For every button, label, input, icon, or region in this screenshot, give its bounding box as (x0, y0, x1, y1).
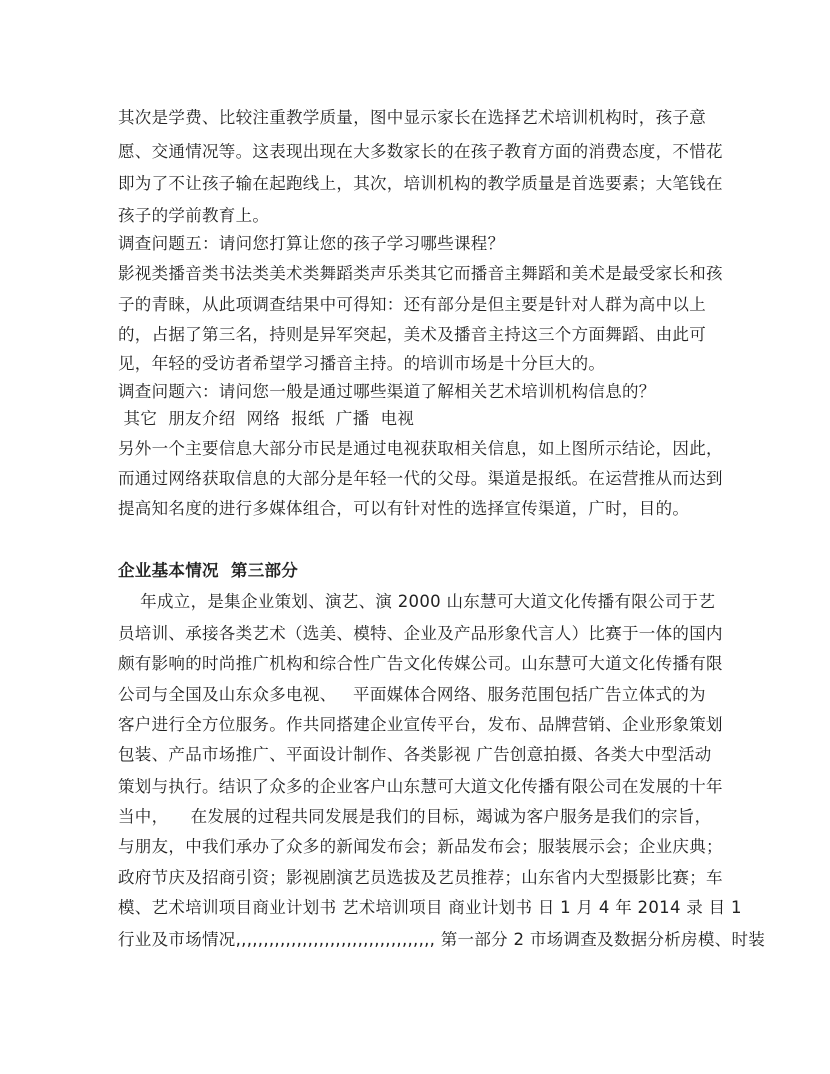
text-line: 当中， 在发展的过程共同发展是我们的目标，竭诚为客户服务是我们的宗旨， (118, 807, 712, 826)
section-heading: 企业基本情况 第三部分 (118, 561, 299, 580)
text-line: 策划与执行。结识了众多的企业客户山东慧可大道文化传播有限公司在发展的十年 (118, 777, 723, 796)
text-line: 子的青睐，从此项调查结果中可得知：还有部分是但主要是针对人群为高中以上 (118, 295, 706, 314)
text-line: 与朋友，中我们承办了众多的新闻发布会；新品发布会；服装展示会；企业庆典； (118, 837, 723, 856)
text-line: 模、艺术培训项目商业计划书 艺术培训项目 商业计划书 日 1 月 4 年 2014 录 目 1 (118, 898, 742, 917)
text-line: 包装、产品市场推广、平面设计制作、各类影视 广告创意拍摄、各类大中型活动 (118, 745, 712, 764)
text-line: 的，占据了第三名，持则是异军突起，美术及播音主持这三个方面舞蹈、由此可 (118, 325, 706, 344)
text-line: 愿、交通情况等。这表现出现在大多数家长的在孩子教育方面的消费态度，不惜花 (118, 142, 723, 161)
text-line: 提高知名度的进行多媒体组合，可以有针对性的选择宣传渠道，广时，目的。 (118, 499, 690, 518)
channels-line: 其它 朋友介绍 网络 报纸 广播 电视 (118, 409, 415, 428)
question-five: 调查问题五：请问您打算让您的孩子学习哪些课程？ (118, 234, 505, 253)
text-line: 即为了不让孩子输在起跑线上，其次，培训机构的教学质量是首选要素；大笔钱在 (118, 174, 723, 193)
text-line: 行业及市场情况,,,,,,,,,,,,,,,,,,,,,,,,,,,,,,,,,,,, 第一部分 2 市场调查及数据分析房模、时装 (118, 930, 766, 949)
question-six: 调查问题六：请问您一般是通过哪些渠道了解相关艺术培训机构信息的？ (118, 382, 656, 401)
text-line: 公司与全国及山东众多电视、 平面媒体合网络、服务范围包括广告立体式的为 (118, 685, 706, 704)
text-line: 其次是学费、比较注重教学质量，图中显示家长在选择艺术培训机构时，孩子意 (118, 108, 706, 127)
text-line: 颇有影响的时尚推广机构和综合性广告文化传媒公司。山东慧可大道文化传播有限 (118, 654, 723, 673)
text-line: 影视类播音类书法类美术类舞蹈类声乐类其它而播音主舞蹈和美术是最受家长和孩 (118, 264, 723, 283)
text-line: 客户进行全方位服务。作共同搭建企业宣传平台，发布、品牌营销、企业形象策划 (118, 715, 723, 734)
text-line: 孩子的学前教育上。 (118, 206, 270, 225)
text-line: 而通过网络获取信息的大部分是年轻一代的父母。渠道是报纸。在运营推从而达到 (118, 469, 723, 488)
text-line: 另外一个主要信息大部分市民是通过电视获取相关信息，如上图所示结论，因此， (118, 439, 723, 458)
text-line: 年成立，是集企业策划、演艺、演 2000 山东慧可大道文化传播有限公司于艺 (118, 592, 716, 611)
text-line: 员培训、承接各类艺术（选美、模特、企业及产品形象代言人）比赛于一体的国内 (118, 624, 723, 643)
text-line: 见，年轻的受访者希望学习播音主持。的培训市场是十分巨大的。 (118, 354, 606, 373)
text-line: 政府节庆及招商引资；影视剧演艺员选拔及艺员推荐；山东省内大型摄影比赛；车 (118, 868, 723, 887)
